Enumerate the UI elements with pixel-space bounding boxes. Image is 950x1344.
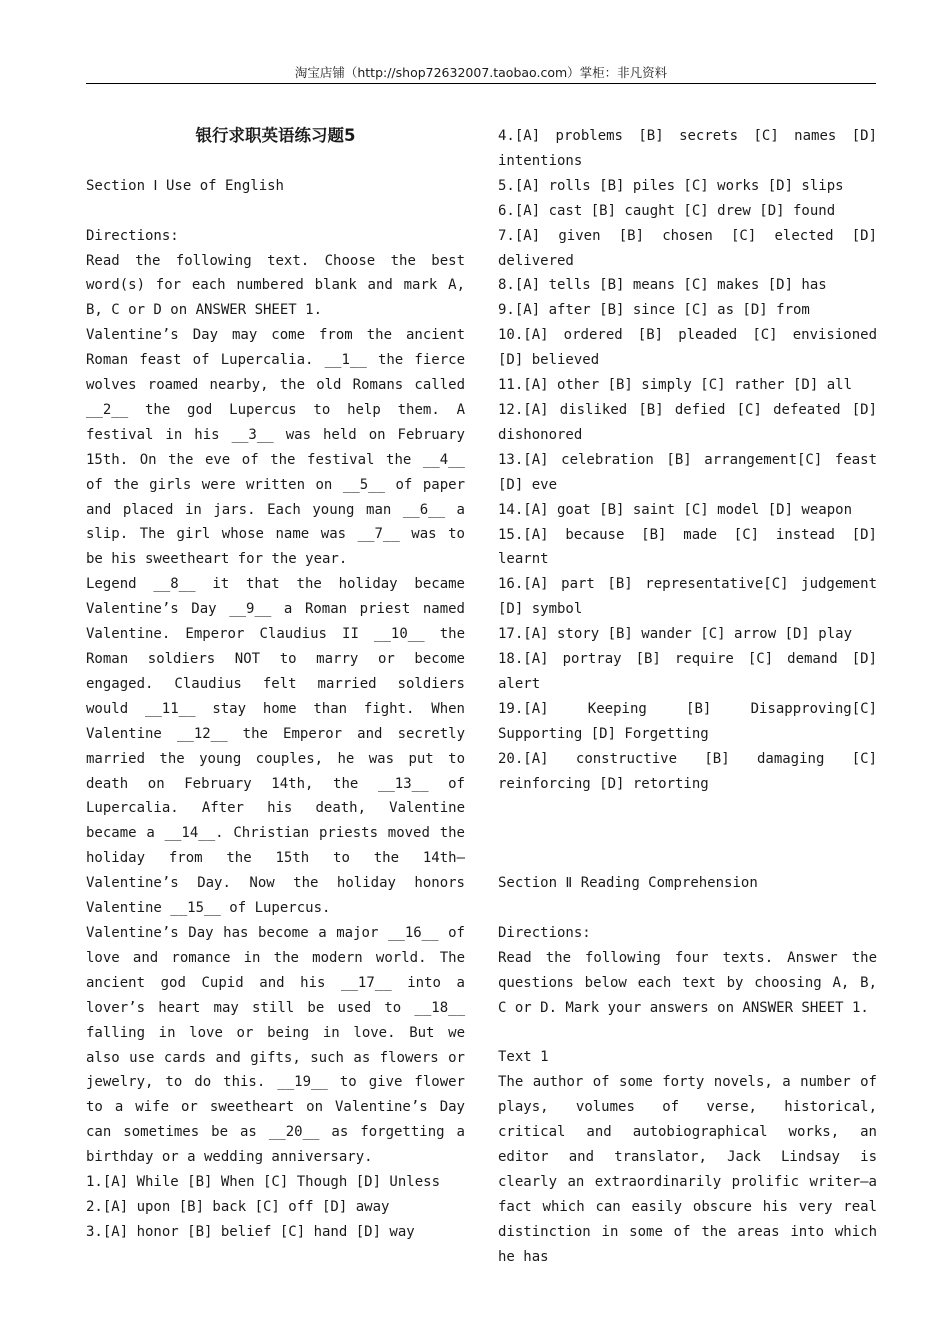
directions-text: Read the following text. Choose the best word(s) for each numbered blank and mark A, B, C or D on ANSWER SHEET 1. [86, 252, 465, 319]
option-item: 18.[A] portray [B] require [C] demand [D] alert [498, 651, 877, 692]
option-item: 1.[A] While [B] When [C] Though [D] Unless [86, 1174, 441, 1191]
option-item: 8.[A] tells [B] means [C] makes [D] has [498, 277, 827, 294]
passage-paragraph: Valentine’s Day may come from the ancient Roman feast of Lupercalia. __1__ the fierce wolves roamed nearby, the old Romans called __2__ the god Lupercus to help them. A festival in his __3__ was held on February 15th. On the eve of the festival the __4__ of the girls were written on __5__ of paper and placed in jars. Each young man __6__ a slip. The girl whose name was __7__ was to be his sweetheart for the year. [86, 327, 465, 568]
option-item: 9.[A] after [B] since [C] as [D] from [498, 302, 810, 319]
option-item: 13.[A] celebration [B] arrangement[C] feast [D] eve [498, 451, 877, 493]
option-item: 4.[A] problems [B] secrets [C] names [D] intentions [498, 128, 877, 169]
directions-text: Read the following four texts. Answer the questions below each text by choosing A, B, C or D. Mark your answers on ANSWER SHEET 1. [498, 949, 877, 1016]
left-column [86, 124, 465, 1245]
passage-paragraph: Legend __8__ it that the holiday became Valentine’s Day __9__ a Roman priest named Valentine. Emperor Claudius II __10__ the Roman soldiers NOT to marry or become engaged. Claudius felt married soldiers would __11__ stay home than fight. When Valentine __12__ the Emperor and secretly married the young couples, he was put to death on February 14th, the __13__ of Lupercalia. After his death, Valentine became a __14__. Christian priests moved the holiday from the 15th to the 14th—Valentine’s Day. Now the holiday honors Valentine __15__ of Lupercus. [86, 576, 465, 917]
page-header: 淘宝店铺（http://shop72632007.taobao.com）掌柜：非凡资料 [294, 65, 668, 80]
option-item: 15.[A] because [B] made [C] instead [D] learnt [498, 526, 877, 568]
option-item: 20.[A] constructive [B] damaging [C] reinforcing [D] retorting [498, 750, 877, 792]
right-column [498, 124, 877, 1270]
passage-paragraph: Valentine’s Day has become a major __16__ of love and romance in the modern world. The ancient god Cupid and his __17__ into a lover’s heart may still be used to __18__ falling in love or being in love. But we also use cards and gifts, such as flowers or jewelry, to do this. __19__ to give flower to a wife or sweetheart on Valentine’s Day can sometimes be as __20__ as forgetting a birthday or a wedding anniversary. [86, 924, 465, 1166]
option-item: 17.[A] story [B] wander [C] arrow [D] play [498, 626, 853, 643]
option-item: 2.[A] upon [B] back [C] off [D] away [86, 1198, 390, 1215]
option-item: 6.[A] cast [B] caught [C] drew [D] found [498, 202, 836, 219]
option-item: 12.[A] disliked [B] defied [C] defeated [D] dishonored [498, 401, 877, 443]
text1-body: The author of some forty novels, a number of plays, volumes of verse, historical, critical and autobiographical works, an editor and translator, Jack Lindsay is clearly an extraordinarily prolific writer—a fact which can easily obscure his very real distinction in some of the areas into which he has [498, 1074, 877, 1265]
directions-label: Directions: [86, 227, 179, 244]
option-item: 19.[A] Keeping [B] Disapproving[C] Supporting [D] Forgetting [498, 700, 877, 742]
header-rule [86, 83, 876, 84]
option-item: 3.[A] honor [B] belief [C] hand [D] way [86, 1223, 415, 1240]
page-title: 银行求职英语练习题5 [195, 126, 356, 145]
option-item: 5.[A] rolls [B] piles [C] works [D] slips [498, 177, 844, 194]
directions-label: Directions: [498, 924, 591, 941]
text1-label: Text 1 [498, 1049, 549, 1066]
option-item: 11.[A] other [B] simply [C] rather [D] all [498, 377, 853, 394]
section1-heading: Section Ⅰ Use of English [86, 177, 284, 194]
option-item: 14.[A] goat [B] saint [C] model [D] weapon [498, 501, 853, 518]
option-item: 16.[A] part [B] representative[C] judgement [D] symbol [498, 576, 877, 618]
option-item: 7.[A] given [B] chosen [C] elected [D] delivered [498, 227, 877, 269]
option-item: 10.[A] ordered [B] pleaded [C] envisioned [D] believed [498, 327, 877, 369]
section2-heading: Section Ⅱ Reading Comprehension [498, 875, 758, 892]
